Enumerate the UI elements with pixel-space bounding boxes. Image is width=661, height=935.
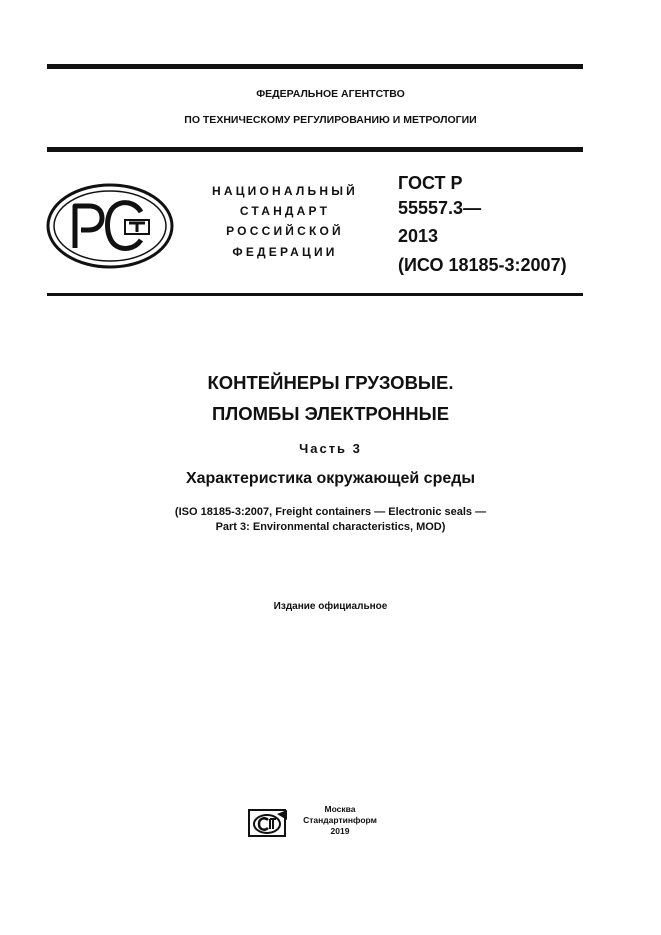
gost-designation-line3: 2013 (398, 226, 439, 246)
national-standard-line2: СТАНДАРТ (239, 204, 331, 218)
rst-logo-icon (45, 182, 175, 270)
edition-label: Издание официальное (273, 601, 388, 612)
iso-reference-line2: Part 3: Environmental characteristics, MOD) (215, 521, 446, 533)
iso-reference-line1: (ISO 18185-3:2007, Freight containers — Electronic seals — (174, 506, 487, 518)
gost-designation-line2: 55557.3— (398, 198, 482, 218)
document-title-line2: ПЛОМБЫ ЭЛЕКТРОННЫЕ (211, 403, 450, 424)
publisher-name: Стандартинформ (303, 815, 377, 825)
national-standard-line3: РОССИЙСКОЙ (226, 224, 344, 238)
iso-designation: (ИСО 18185-3:2007) (398, 255, 567, 275)
document-subtitle: Характеристика окружающей среды (185, 470, 476, 487)
agency-name-line1: ФЕДЕРАЛЬНОЕ АГЕНТСТВО (256, 88, 405, 100)
top-rule (47, 64, 583, 69)
standartinform-logo-icon (247, 808, 289, 838)
header-rule (47, 147, 583, 152)
national-standard-line1: НАЦИОНАЛЬНЫЙ (211, 184, 359, 198)
agency-name-line2: ПО ТЕХНИЧЕСКОМУ РЕГУЛИРОВАНИЮ И МЕТРОЛОГИИ (184, 114, 477, 126)
document-title-line1: КОНТЕЙНЕРЫ ГРУЗОВЫЕ. (207, 372, 454, 393)
national-standard-line4: ФЕДЕРАЦИИ (232, 245, 338, 259)
gost-designation-line1: ГОСТ Р (398, 173, 463, 193)
publisher-year: 2019 (330, 826, 350, 836)
publisher-city: Москва (324, 804, 356, 814)
standard-block-rule (47, 293, 583, 296)
part-label: Часть 3 (299, 441, 362, 456)
